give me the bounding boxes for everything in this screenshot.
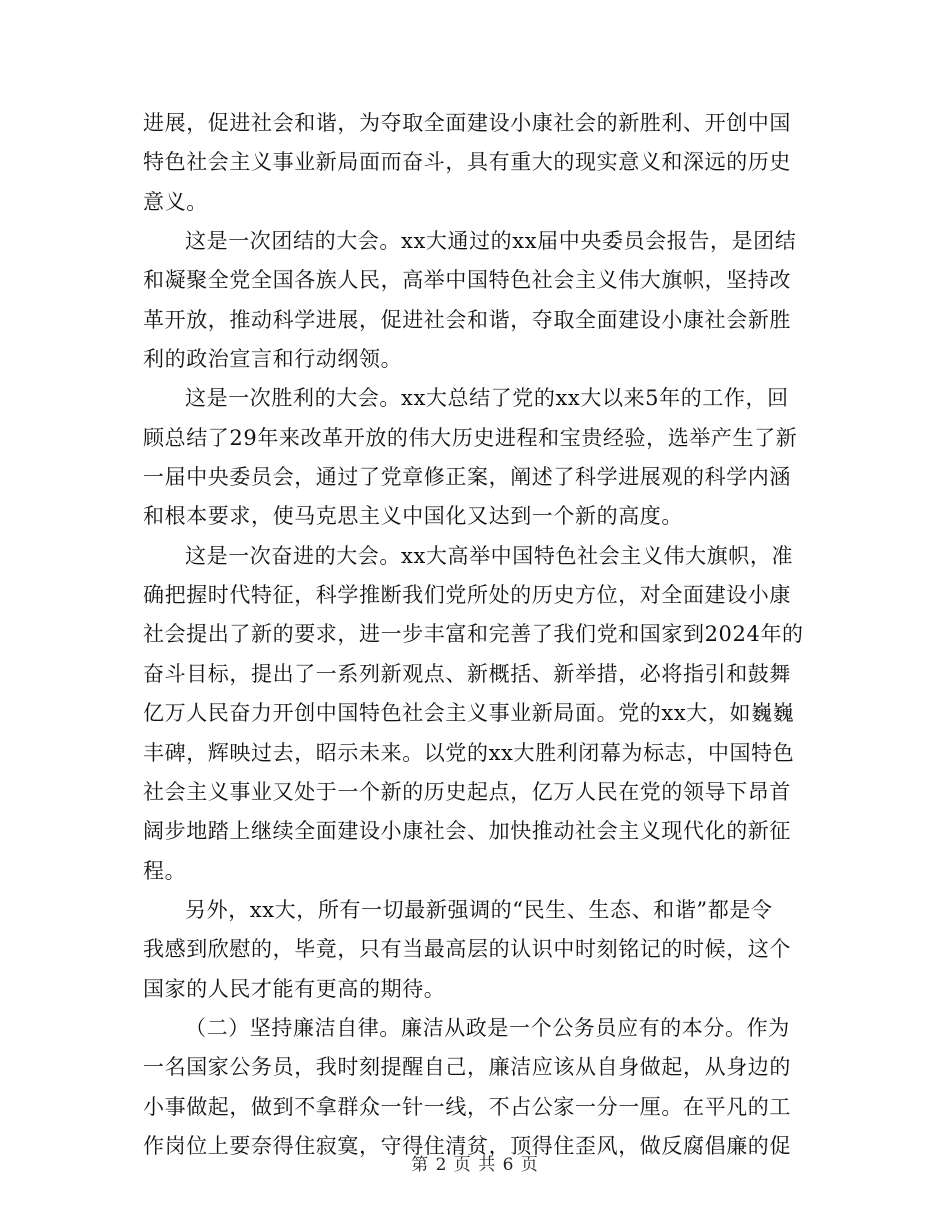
text-line: 特色社会主义事业新局面而奋斗，具有重大的现实意义和深远的历史 [143,150,791,175]
text-line: 丰碑，辉映过去，昭示未来。以党的xx大胜利闭幕为标志，中国特色 [143,740,795,765]
text-line: 和根本要求，使马克思主义中国化又达到一个新的高度。 [143,504,683,529]
text-line: 奋斗目标，提出了一系列新观点、新概括、新举措，必将指引和鼓舞 [143,661,791,686]
text-line: （二）坚持廉洁自律。廉洁从政是一个公务员应有的本分。作为 [185,1015,790,1040]
text-line: 作岗位上要奈得住寂寞，守得住清贫，顶得住歪风，做反腐倡廉的促 [143,1133,791,1158]
text-line: 利的政治宣言和行动纲领。 [143,347,403,372]
text-line: 和凝聚全党全国各族人民，高举中国特色社会主义伟大旗帜，坚持改 [143,268,791,293]
text-line: 革开放，推动科学进展，促进社会和谐，夺取全面建设小康社会新胜 [143,307,791,332]
text-line: 程。 [143,858,187,883]
paragraph [143,537,811,891]
text-line: 这是一次团结的大会。xx大通过的xx届中央委员会报告，是团结 [185,229,797,254]
text-line: 这是一次胜利的大会。xx大总结了党的xx大以来5年的工作，回 [185,386,789,411]
text-line: 社会提出了新的要求，进一步丰富和完善了我们党和国家到2024年的 [143,622,804,647]
text-line: 一名国家公务员，我时刻提醒自己，廉洁应该从自身做起，从身边的 [143,1055,791,1080]
paragraph [143,891,811,1009]
text-line: 亿万人民奋力开创中国特色社会主义事业新局面。党的xx大，如巍巍 [143,701,795,726]
text-line: 进展，促进社会和谐，为夺取全面建设小康社会的新胜利、开创中国 [143,111,791,135]
text-line: 国家的人民才能有更高的期待。 [143,976,446,1001]
text-line: 社会主义事业又处于一个新的历史起点，亿万人民在党的领导下昂首 [143,779,791,804]
page-number-footer: 第 2 页 共 6 页 [411,1155,539,1175]
text-line: 这是一次奋进的大会。xx大高举中国特色社会主义伟大旗帜，准 [185,543,794,568]
text-line: 我感到欣慰的，毕竟，只有当最高层的认识中时刻铭记的时候，这个 [143,937,791,962]
paragraph [143,379,811,536]
paragraph [143,1009,811,1166]
paragraph [143,222,811,379]
text-line: 顾总结了29年来改革开放的伟大历史进程和宝贵经验，选举产生了新 [143,425,798,450]
text-line: 确把握时代特征，科学推断我们党所处的历史方位，对全面建设小康 [143,583,791,608]
text-line: 意义。 [143,189,208,214]
text-line: 一届中央委员会，通过了党章修正案，阐述了科学进展观的科学内涵 [143,465,791,490]
document-body [143,104,811,1166]
text-line: 阔步地踏上继续全面建设小康社会、加快推动社会主义现代化的新征 [143,819,791,844]
text-line: 小事做起，做到不拿群众一针一线，不占公家一分一厘。在平凡的工 [143,1094,791,1119]
text-line: 另外，xx大，所有一切最新强调的“民生、生态、和谐”都是令 [185,897,773,922]
paragraph [143,104,811,222]
